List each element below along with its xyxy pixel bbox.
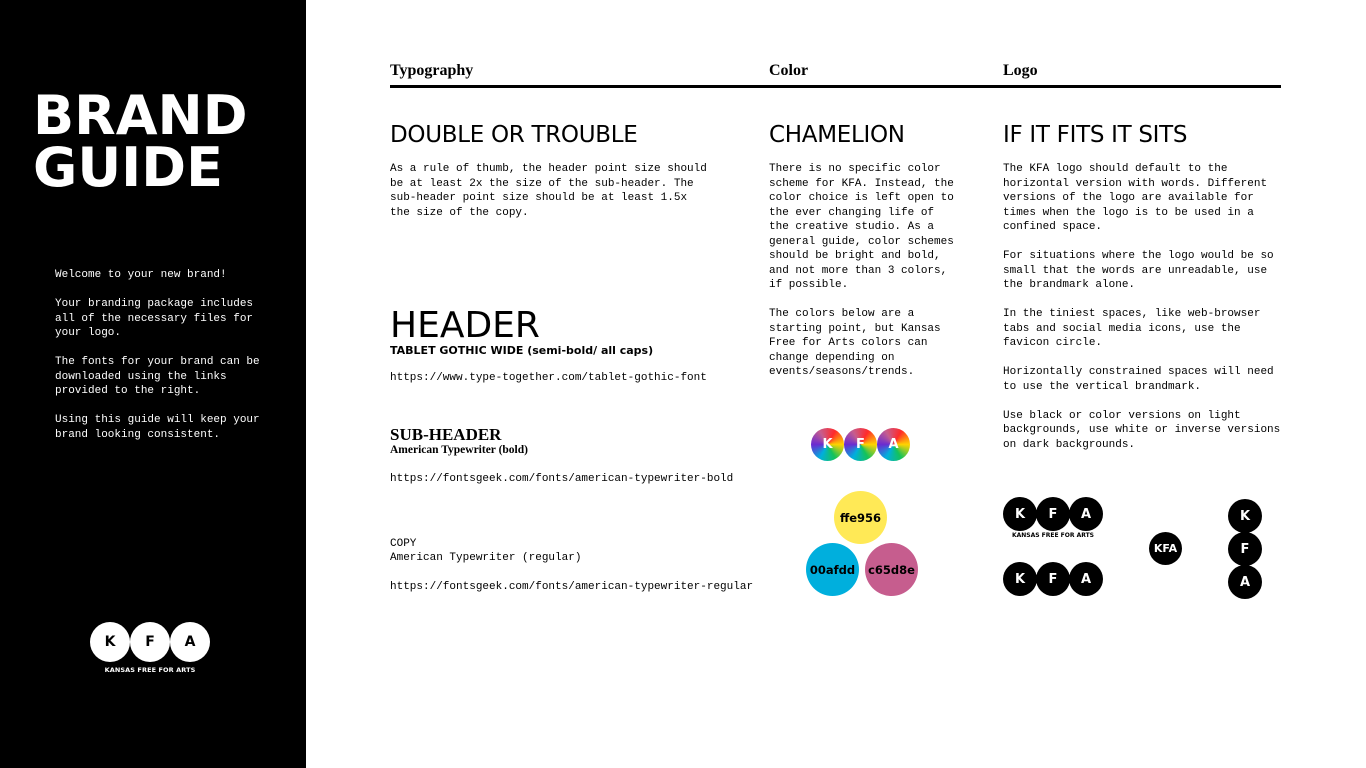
typography-section-title: DOUBLE OR TROUBLE xyxy=(390,122,638,148)
color-body xyxy=(769,162,959,394)
header-font-link[interactable]: https://www.type-together.com/tablet-gothic-font xyxy=(390,372,707,384)
column-heading-typography: Typography xyxy=(390,62,474,79)
logo-paragraph: Use black or color versions on light backgrounds, use white or inverse versions on dark backgrounds. xyxy=(1003,409,1281,451)
subheader-font-name: American Typewriter (bold) xyxy=(390,444,528,456)
logo-letter-f: F xyxy=(1228,532,1262,566)
intro-text xyxy=(55,268,270,457)
logo-letter-a: A xyxy=(1228,565,1262,599)
sidebar xyxy=(0,0,306,768)
intro-paragraph: Welcome to your new brand! xyxy=(55,269,227,281)
logo-letter-k: K xyxy=(1003,562,1037,596)
logo-tagline: KANSAS FREE FOR ARTS xyxy=(104,666,196,674)
title-line-2: GUIDE xyxy=(33,136,223,199)
logo-letter-a: A xyxy=(170,622,210,662)
intro-paragraph: The fonts for your brand can be downloaded using the links provided to the right. xyxy=(55,356,260,397)
logo-paragraph: In the tiniest spaces, like web-browser tabs and social media icons, use the favicon circle. xyxy=(1003,308,1261,349)
swatch-blue: 00afdd xyxy=(806,543,859,596)
copy-font-sample: COPY xyxy=(390,538,417,550)
logo-letter-k: K xyxy=(1228,499,1262,533)
logo-letter-f: F xyxy=(1036,562,1070,596)
color-paragraph: The colors below are a starting point, but Kansas Free for Arts colors can change depending on events/seasons/trends. xyxy=(769,308,941,378)
logo-section-title: IF IT FITS IT SITS xyxy=(1003,122,1188,148)
logo-body xyxy=(1003,162,1288,467)
logo-letter-f: F xyxy=(844,428,877,461)
logo-brandmark xyxy=(90,622,210,662)
typography-paragraph: As a rule of thumb, the header point size should be at least 2x the size of the sub-header. The sub-header point size should be at least 1.5x the size of the copy. xyxy=(390,163,707,219)
title-line-1: BRAND xyxy=(33,84,248,147)
logo-paragraph: Horizontally constrained spaces will need to use the vertical brandmark. xyxy=(1003,366,1274,393)
logo-letter-f: F xyxy=(1036,497,1070,531)
logo-letter-k: K xyxy=(90,622,130,662)
logo-paragraph: The KFA logo should default to the horizontal version with words. Different versions of the logo are available for times when the logo is to be used in a confined space. xyxy=(1003,163,1268,233)
header-divider xyxy=(390,85,1281,88)
copy-font-link[interactable]: https://fontsgeek.com/fonts/american-typewriter-regular xyxy=(390,581,754,593)
kfa-logo-white xyxy=(90,622,210,674)
logo-letter-f: F xyxy=(130,622,170,662)
header-font-sample: HEADER xyxy=(390,305,540,346)
logo-letter-k: K xyxy=(1003,497,1037,531)
color-section-title: CHAMELION xyxy=(769,122,905,148)
copy-font-name: American Typewriter (regular) xyxy=(390,552,582,564)
column-heading-logo: Logo xyxy=(1003,62,1038,79)
intro-paragraph: Your branding package includes all of the necessary files for your logo. xyxy=(55,298,254,339)
logo-letter-k: K xyxy=(811,428,844,461)
logo-horizontal-with-words xyxy=(1003,497,1103,531)
subheader-font-link[interactable]: https://fontsgeek.com/fonts/american-typewriter-bold xyxy=(390,473,734,485)
typography-body xyxy=(390,162,710,235)
logo-favicon: KFA xyxy=(1149,532,1182,565)
header-font-name: TABLET GOTHIC WIDE (semi-bold/ all caps) xyxy=(390,344,654,357)
swatch-pink: c65d8e xyxy=(865,543,918,596)
intro-paragraph: Using this guide will keep your brand looking consistent. xyxy=(55,414,260,441)
logo-vertical-brandmark xyxy=(1228,499,1262,598)
column-heading-color: Color xyxy=(769,62,809,79)
logo-letter-a: A xyxy=(877,428,910,461)
logo-brandmark-horizontal xyxy=(1003,562,1103,596)
brand-guide-title xyxy=(33,84,248,199)
logo-paragraph: For situations where the logo would be so small that the words are unreadable, use the brandmark alone. xyxy=(1003,250,1274,291)
subheader-font-sample: SUB-HEADER xyxy=(390,425,502,444)
color-paragraph: There is no specific color scheme for KFA. Instead, the color choice is left open to the ever changing life of the creative studio. As a general guide, color schemes should be bright and bold, and not more than 3 colors, if possible. xyxy=(769,163,954,291)
logo-tagline: KANSAS FREE FOR ARTS xyxy=(1011,532,1094,539)
logo-letter-a: A xyxy=(1069,562,1103,596)
logo-letter-a: A xyxy=(1069,497,1103,531)
kfa-logo-color xyxy=(811,428,911,461)
swatch-yellow: ffe956 xyxy=(834,491,887,544)
